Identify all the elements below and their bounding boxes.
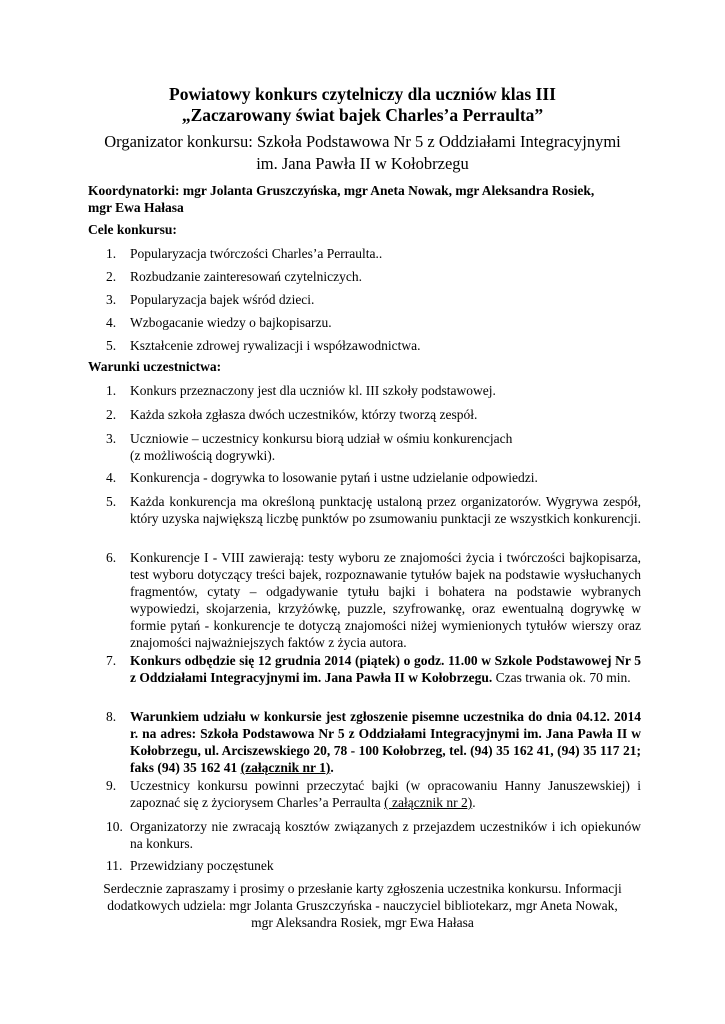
coordinators-line-2: mgr Ewa Hałasa	[88, 200, 184, 215]
condition-item	[106, 708, 641, 776]
condition-item	[106, 818, 641, 852]
goal-text: Rozbudzanie zainteresowań czytelniczych.	[130, 269, 363, 284]
condition-number: 3.	[106, 431, 117, 446]
footer-line-1: Serdecznie zapraszamy i prosimy o przesłanie karty zgłoszenia uczestnika konkursu. Informacji	[103, 881, 622, 896]
condition-text: Konkurencje I - VIII zawierają: testy wyboru ze znajomości życia i twórczości bajkopisarza, test wyboru dotyczący treści bajek, rozpoznawanie tytułów bajek na podstawie wysłuchanych fragmentów, cytaty – odgadywanie tytułu bajki i bohatera na podstawie wybranych wypowiedzi, skojarzenia, krzyżówkę, puzzle, szyfrowankę, oraz ewentualną dogrywkę w formie pytań - konkurencje te dotyczą znajomości niżej wymienionych tytułów wierszy oraz znajomości najważniejszych faktów z życia autora.	[130, 550, 641, 650]
footer-line-3: mgr Aleksandra Rosiek, mgr Ewa Hałasa	[251, 915, 474, 930]
goal-item	[106, 245, 641, 262]
condition-text-wrapper	[130, 708, 641, 776]
goal-item	[106, 314, 641, 331]
condition-item	[106, 493, 641, 527]
condition-text-bold: Konkurs odbędzie się 12 grudnia 2014 (piątek) o godz. 11.00 w Szkole Podstawowej Nr 5 z Oddziałami Integracyjnymi im. Jana Pawła II w Kołobrzegu.	[130, 653, 641, 685]
footer-line-2: dodatkowych udziela: mgr Jolanta Gruszczyńska - nauczyciel bibliotekarz, mgr Aneta Nowak,	[107, 898, 618, 913]
condition-text-end: .	[330, 760, 334, 775]
goal-number: 5.	[106, 338, 117, 353]
condition-text: Przewidziany poczęstunek	[130, 858, 274, 873]
organizer-line-2: im. Jana Pawła II w Kołobrzegu	[256, 154, 469, 173]
condition-number: 9.	[106, 778, 117, 793]
condition-item	[106, 549, 641, 651]
condition-number: 6.	[106, 550, 117, 565]
goal-text: Kształcenie zdrowej rywalizacji i współzawodnictwa.	[130, 338, 421, 353]
condition-number: 4.	[106, 470, 117, 485]
condition-item	[106, 382, 641, 399]
condition-text: Każda szkoła zgłasza dwóch uczestników, którzy tworzą zespół.	[130, 407, 478, 422]
condition-item	[106, 777, 641, 811]
condition-text: Uczestnicy konkursu powinni przeczytać bajki (w opracowaniu Hanny Januszewskiej) i zapoznać się z życiorysem Charles’a Perraulta	[130, 778, 641, 810]
goal-text: Wzbogacanie wiedzy o bajkopisarzu.	[130, 315, 332, 330]
coordinators-line-1: Koordynatorki: mgr Jolanta Gruszczyńska, mgr Aneta Nowak, mgr Aleksandra Rosiek,	[88, 183, 595, 198]
condition-item	[106, 857, 641, 874]
goal-text: Popularyzacja twórczości Charles’a Perraulta..	[130, 246, 383, 261]
organizer-line-1: Organizator konkursu: Szkoła Podstawowa Nr 5 z Oddziałami Integracyjnymi	[104, 132, 621, 151]
condition-text: Konkurs przeznaczony jest dla uczniów kl. III szkoły podstawowej.	[130, 383, 496, 398]
goals-heading: Cele konkursu:	[88, 222, 177, 237]
goal-number: 4.	[106, 315, 117, 330]
condition-number: 8.	[106, 709, 117, 724]
condition-item	[106, 430, 641, 464]
condition-text-continued: (z możliwością dogrywki).	[130, 448, 276, 463]
condition-number: 1.	[106, 383, 117, 398]
goal-number: 3.	[106, 292, 117, 307]
condition-item	[106, 469, 641, 486]
condition-number: 2.	[106, 407, 117, 422]
condition-number: 5.	[106, 494, 117, 509]
condition-text: Uczniowie – uczestnicy konkursu biorą udział w ośmiu konkurencjach	[130, 431, 513, 446]
condition-text-normal: Czas trwania ok. 70 min.	[492, 670, 631, 685]
goal-number: 1.	[106, 246, 117, 261]
condition-text: Każda konkurencja ma określoną punktację ustaloną przez organizatorów. Wygrywa zespół, który uzyska największą liczbę punktów po zsumowaniu punktacji ze wszystkich konkurencji.	[130, 494, 641, 526]
goal-number: 2.	[106, 269, 117, 284]
condition-text: Konkurencja - dogrywka to losowanie pytań i ustne udzielanie odpowiedzi.	[130, 470, 538, 485]
condition-text-wrapper	[130, 652, 641, 686]
goal-item	[106, 337, 641, 354]
condition-number: 11.	[106, 858, 123, 873]
condition-text-end: .	[472, 795, 476, 810]
goal-item	[106, 291, 641, 308]
attachment-1-link[interactable]: (załącznik nr 1)	[240, 760, 331, 775]
goal-text: Popularyzacja bajek wśród dzieci.	[130, 292, 315, 307]
document-title-line-1: Powiatowy konkurs czytelniczy dla uczniów klas III	[169, 84, 556, 104]
condition-text-bold: Warunkiem udziału w konkursie jest zgłoszenie pisemne uczestnika do dnia 04.12. 2014 r. na adres: Szkoła Podstawowa Nr 5 z Oddziałami Integracyjnymi im. Jana Pawła II w Kołobrzegu, ul. Arciszewskiego 20, 78 - 100 Kołobrzeg, tel. (94) 35 162 41, (94) 35 117 21; faks (94) 35 162 41	[130, 709, 641, 775]
goal-item	[106, 268, 641, 285]
condition-number: 7.	[106, 653, 117, 668]
condition-text-wrapper	[130, 777, 641, 811]
document-title-line-2: „Zaczarowany świat bajek Charles’a Perraulta”	[181, 105, 544, 125]
condition-text: Organizatorzy nie zwracają kosztów związanych z przejazdem uczestników i ich opiekunów na konkurs.	[130, 819, 641, 851]
condition-item	[106, 406, 641, 423]
condition-item	[106, 652, 641, 686]
conditions-heading: Warunki uczestnictwa:	[88, 359, 222, 374]
condition-number: 10.	[106, 819, 123, 834]
attachment-2-link[interactable]: ( załącznik nr 2)	[384, 795, 473, 810]
